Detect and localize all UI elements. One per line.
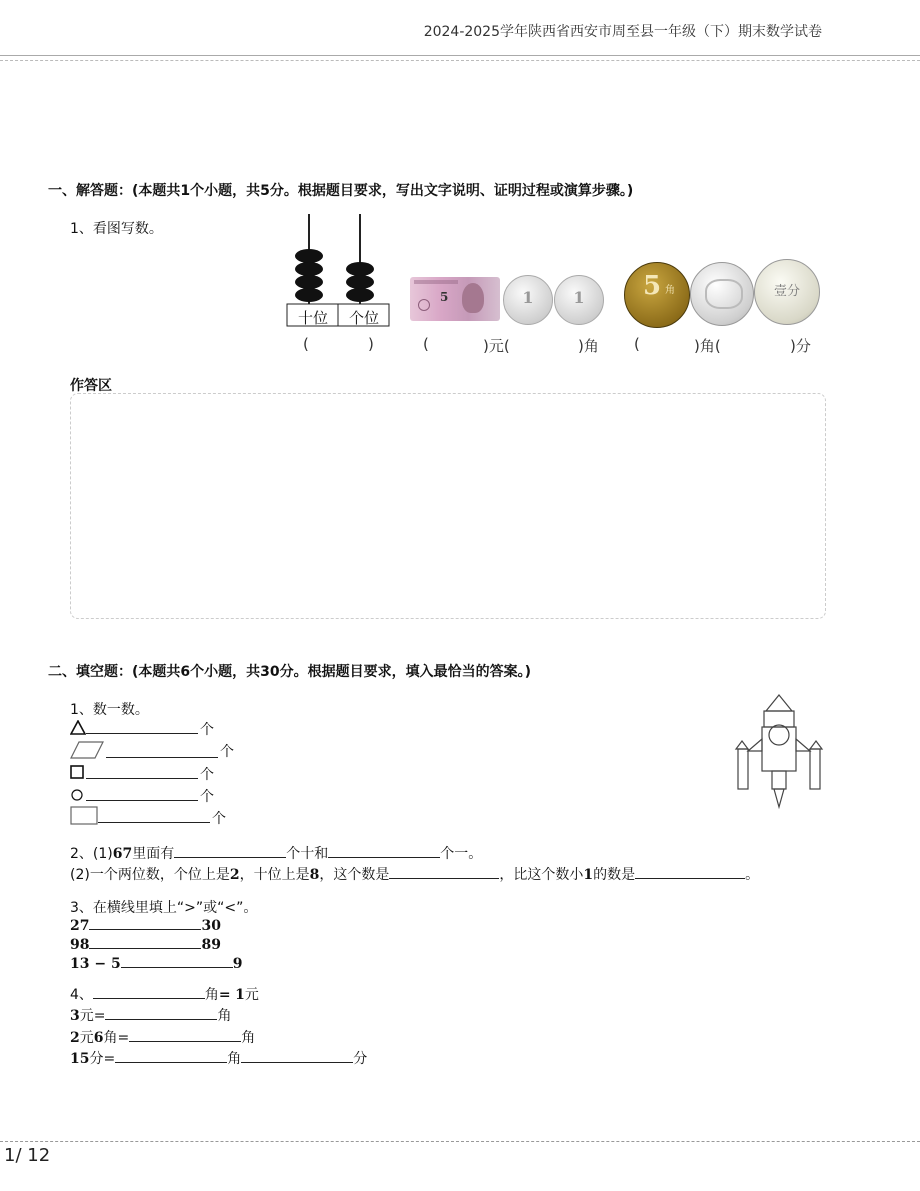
s2-q4-row1: 4、 角= 1元 [70,984,259,1004]
s2-q2-line2: (2)一个两位数，个位上是2，十位上是8，这个数是 ，比这个数小1的数是 。 [70,864,759,884]
circle-icon [70,787,86,803]
paren-open-3: ( [634,335,640,353]
blank-2yuan6jiao[interactable] [129,1027,241,1042]
blank-compare-3[interactable] [121,953,233,968]
flower-icon [705,279,743,309]
s2-q4-row2: 3元= 角 [70,1005,231,1025]
blank-circle[interactable] [86,786,198,801]
paren-yuan: )元( [483,337,510,355]
portrait-icon [462,283,484,313]
compare-row-3: 13 − 5 9 [70,953,242,972]
document-title: 2024-2025学年陕西省西安市周至县一年级（下）期末数学试卷 [423,24,822,40]
blank-compare-2[interactable] [89,934,201,949]
s2-q4-row4: 15分= 角 分 [70,1048,367,1068]
blank-jiao-per-yuan[interactable] [93,984,205,999]
blank-square[interactable] [86,764,198,779]
answer-area-box[interactable] [70,393,826,619]
banknote-5-yuan [410,277,500,321]
section2-heading: 二、填空题：(本题共6个小题，共30分。根据题目要求，填入最恰当的答案。) [48,664,532,680]
paren-open-1: ( [303,335,309,353]
compare-row-1: 27 30 [70,915,221,934]
s2-q2-line1: 2、(1)67里面有 个十和 个一。 [70,843,482,863]
blank-ones[interactable] [328,843,440,858]
coin-1-jiao-large [690,262,754,326]
paren-fen: )分 [790,337,811,355]
s2-q4-row3: 2元6角= 角 [70,1027,255,1047]
triangle-icon [70,720,86,736]
s1-q1-label: 1、看图写数。 [70,221,163,237]
blank-triangle[interactable] [86,719,198,734]
header-divider [0,55,920,56]
blank-number-minus-one[interactable] [635,864,745,879]
s2-q1-label: 1、数一数。 [70,702,149,718]
rocket-figure [734,693,824,811]
abacus-label-ones: 个位 [348,309,379,327]
blank-15fen-jiao[interactable] [115,1048,227,1063]
coin-1-jiao-1: 1 [503,275,553,325]
blank-15fen-fen[interactable] [241,1048,353,1063]
coin-5-jiao: 5 角 [624,262,690,328]
coin-1-jiao-2: 1 [554,275,604,325]
square-icon [70,765,86,781]
blank-compare-1[interactable] [89,915,201,930]
emblem-icon [418,299,430,311]
coin-1-fen: 壹分 [754,259,820,325]
blank-number[interactable] [389,864,499,879]
paren-jiao-2: )角( [694,337,721,355]
blank-rectangle[interactable] [98,808,210,823]
page-number: 1/ 12 [4,1145,51,1166]
answer-area-label: 作答区 [70,378,112,394]
abacus-label-tens: 十位 [297,309,328,327]
blank-3yuan-jiao[interactable] [105,1005,217,1020]
paren-close-1: ) [368,335,374,353]
paren-jiao: )角 [578,337,599,355]
header-divider-dashed [0,60,920,61]
rectangle-icon [70,806,100,826]
blank-parallelogram[interactable] [106,743,218,758]
paren-open-2: ( [423,335,429,353]
banknote-value: 5 [440,290,449,304]
s2-q3-label: 3、在横线里填上“>”或“<”。 [70,900,258,916]
footer-divider [0,1141,920,1142]
blank-tens[interactable] [174,843,286,858]
parallelogram-icon [70,741,104,759]
section1-heading: 一、解答题：(本题共1个小题，共5分。根据题目要求，写出文字说明、证明过程或演算步骤。) [48,183,634,199]
compare-row-2: 98 89 [70,934,221,953]
